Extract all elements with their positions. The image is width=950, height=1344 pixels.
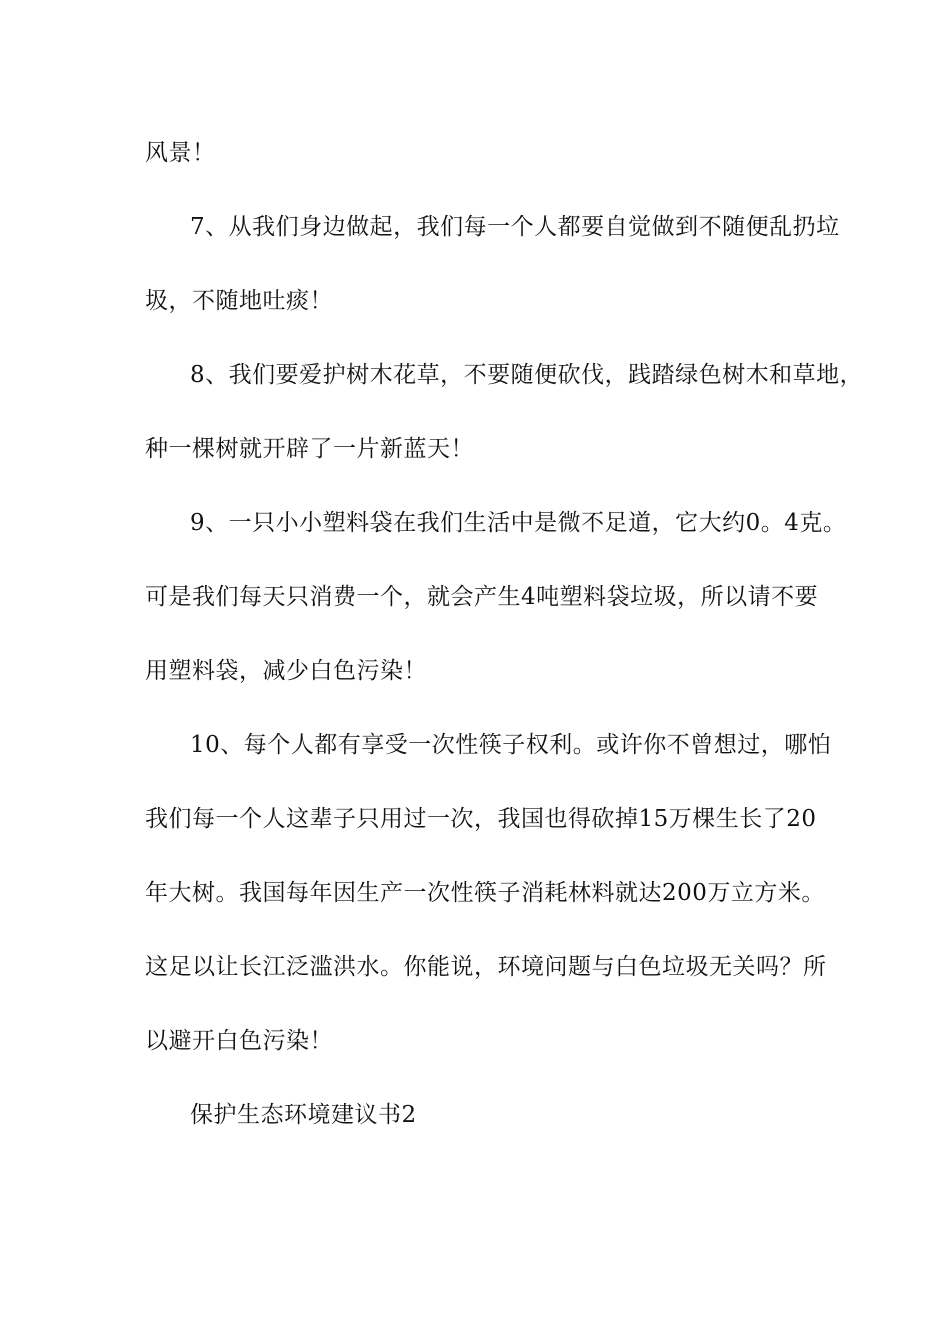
paragraph-8-line-1: 8、我们要爱护树木花草，不要随便砍伐，践踏绿色树木和草地， [190,362,864,388]
paragraph-7-line-1: 7、从我们身边做起，我们每一个人都要自觉做到不随便乱扔垃 [190,214,840,240]
text-line-1: 风景！ [145,140,216,166]
paragraph-10-line-3: 年大树。我国每年因生产一次性筷子消耗林料就达200万立方米。 [145,880,825,906]
paragraph-10-line-1: 10、每个人都有享受一次性筷子权利。或许你不曾想过，哪怕 [190,732,832,758]
paragraph-9-line-1: 9、一只小小塑料袋在我们生活中是微不足道，它大约0。4克。 [190,510,847,536]
paragraph-10-line-2: 我们每一个人这辈子只用过一次，我国也得砍掉15万棵生长了20 [145,806,817,832]
paragraph-8-line-2: 种一棵树就开辟了一片新蓝天！ [145,436,474,462]
paragraph-10-line-4: 这足以让长江泛滥洪水。你能说，环境问题与白色垃圾无关吗？所 [145,954,827,980]
paragraph-9-line-3: 用塑料袋，减少白色污染！ [145,658,427,684]
paragraph-9-line-2: 可是我们每天只消费一个，就会产生4吨塑料袋垃圾，所以请不要 [145,584,819,610]
paragraph-7-line-2: 圾，不随地吐痰！ [145,288,333,314]
section-heading: 保护生态环境建议书2 [190,1102,417,1128]
paragraph-10-line-5: 以避开白色污染！ [145,1028,333,1054]
